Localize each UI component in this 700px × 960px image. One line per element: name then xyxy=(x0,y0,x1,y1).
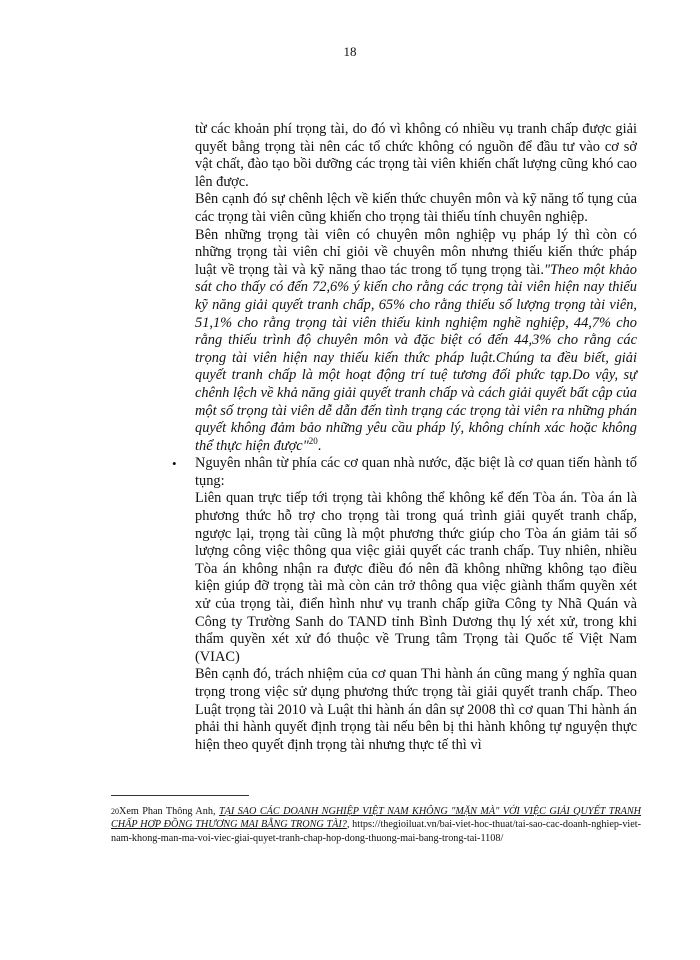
bullet-section xyxy=(172,455,637,754)
footnote-prefix: Xem Phan Thông Anh, xyxy=(119,806,219,817)
survey-end: . xyxy=(317,437,322,454)
paragraph-survey xyxy=(195,227,637,456)
footnote-title: TẠI SAO CÁC DOANH NGHIỆP VIỆT NAM KHÔNG "MẶN MÀ" VỚI VIỆC GIẢI QUYẾT TRANH CHẤP HỢP ĐỒNG THƯƠNG MẠI BẰNG TRỌNG TÀI? xyxy=(111,806,641,831)
bullet-heading: Nguyên nhân từ phía các cơ quan nhà nước, đặc biệt là cơ quan tiến hành tố tụng: xyxy=(195,455,637,489)
paragraph-court: Liên quan trực tiếp tới trọng tài không thể không kể đến Tòa án. Tòa án là phương thức hỗ trợ cho trọng tài trong quá trình giải quyết tranh chấp, ngược lại, trọng tài cũng là một phương thức giúp cho Tòa án giảm tải số lượng công việc thông qua việc giải quyết các tranh chấp. Tuy nhiên, nhiều Tòa án không nhận ra được điều đó nên đã không những không tạo điều kiện giúp đỡ trọng tài mà còn cản trở thông qua việc giành thẩm quyền xét xử của trọng tài, điển hình như vụ tranh chấp giữa Công ty Nhã Quán và Công ty Trường Sanh do TAND tỉnh Bình Dương thụ lý xét xử, trong khi thẩm quyền xét xử đó thuộc về Trung tâm Trọng tài Quốc tế Việt Nam (VIAC) xyxy=(195,490,637,665)
page-number: 18 xyxy=(343,44,357,59)
footnote-divider xyxy=(111,795,249,796)
body-text xyxy=(172,121,637,754)
footnote-ref-20[interactable]: 20 xyxy=(308,435,318,446)
footnote-url[interactable]: , https://thegioiluat.vn/bai-viet-hoc-thuat/tai-sao-cac-doanh-nghiep-viet-nam-khong-man-ma-voi-viec-giai-quyet-tranh-chap-hop-dong-thuong-mai-bang-trong-tai-1108/ xyxy=(111,819,641,844)
paragraph-skill-gap: Bên cạnh đó sự chênh lệch về kiến thức chuyên môn và kỹ năng tố tụng của các trọng tài viên cũng khiến cho trọng tài thiếu tính chuyên nghiệp. xyxy=(195,191,637,225)
paragraph-enforcement: Bên cạnh đó, trách nhiệm của cơ quan Thi hành án cũng mang ý nghĩa quan trọng trong việc sử dụng phương thức trọng tài giải quyết tranh chấp. Theo Luật trọng tài 2010 và Luật thi hành án dân sự 2008 thì cơ quan Thi hành án phải thi hành quyết định trọng tài nếu bên bị thi hành không tự nguyện thực hiện theo quyết định trọng tài nhưng thực tế thì vì xyxy=(195,666,637,753)
footnote xyxy=(111,805,641,845)
paragraph-cost: từ các khoản phí trọng tài, do đó vì không có nhiều vụ tranh chấp được giải quyết bằng trọng tài nên các tổ chức không có nguồn để đầu tư vào cơ sở vật chất, đào tạo bồi dưỡng các trọng tài viên khiến chất lượng cũng khó cao lên được. xyxy=(195,121,637,190)
survey-quote: "Theo một khảo sát cho thấy có đến 72,6% ý kiến cho rằng các trọng tài viên hiện nay thiếu kỹ năng giải quyết tranh chấp, 65% cho rằng thiếu số lượng trọng tài viên, 51,1% cho rằng trọng tài viên thiếu kinh nghiệm nghề nghiệp, 44,7% cho rằng thiếu trình độ chuyên môn và đặc biệt có đến 44,3% cho rằng các trọng tài viên hiện nay thiếu kiến thức pháp luật.Chúng ta đều biết, giải quyết tranh chấp là một hoạt động trí tuệ tương đối phức tạp.Do vậy, sự chênh lệch về khả năng giải quyết tranh chấp và cách giải quyết bất cập của một số trọng tài viên dễ dẫn đến tình trạng các trọng tài viên ra những phán quyết không đảm bảo những yêu cầu pháp lý, không chính xác hoặc không thể thực hiện được" xyxy=(195,261,637,454)
footnote-number: 20 xyxy=(111,807,119,816)
survey-intro: Bên những trọng tài viên có chuyên môn nghiệp vụ pháp lý thì còn có những trọng tài viên chỉ giỏi về chuyên môn nhưng thiếu kiến thức pháp luật về trọng tài và kỹ năng thao tác trong tố tụng trọng tài. xyxy=(195,226,637,278)
bullet-icon: • xyxy=(172,456,177,472)
